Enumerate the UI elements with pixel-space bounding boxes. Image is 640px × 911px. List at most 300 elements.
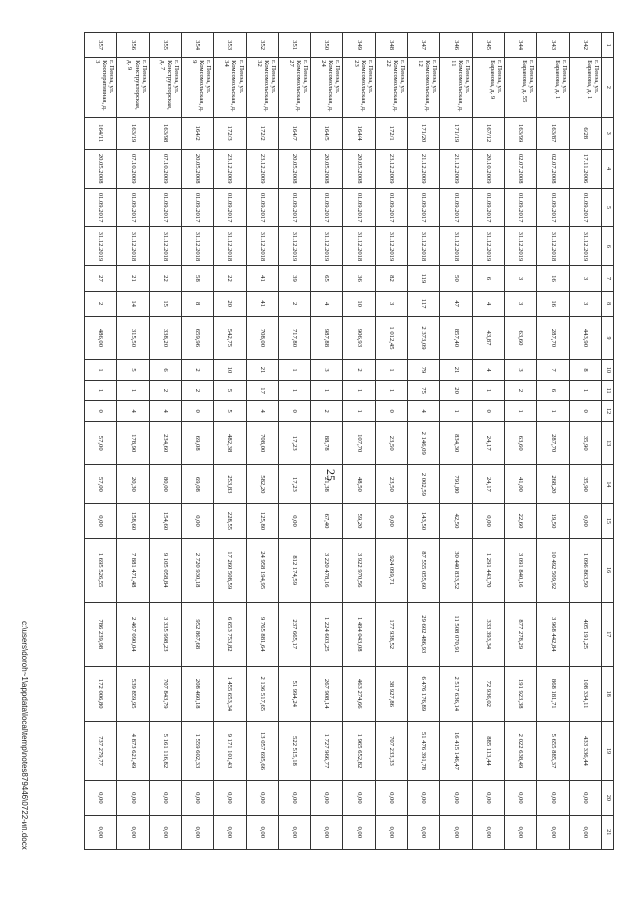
table-cell: 48,50 [343, 465, 375, 504]
table-cell: 0,00 [375, 504, 407, 538]
table-cell: 3 [569, 266, 601, 291]
table-cell: 59,20 [343, 504, 375, 538]
column-header: 19 [602, 721, 614, 781]
column-header: 17 [602, 602, 614, 666]
column-header: 3 [602, 117, 614, 149]
table-cell: 857,40 [440, 316, 472, 359]
table-row [278, 33, 310, 850]
table-cell: 0 [278, 401, 310, 422]
table-cell: 172/3 [214, 117, 246, 149]
table-cell: 1 [117, 380, 149, 401]
table-cell: 38 927,86 [375, 666, 407, 721]
table-cell: 1 012,45 [375, 316, 407, 359]
table-cell: 35,90 [569, 421, 601, 464]
table-cell: 1 494 043,08 [343, 602, 375, 666]
table-cell: 01.09.2017 [440, 188, 472, 227]
table-cell: 69,08 [181, 465, 213, 504]
table-cell: 163/87 [537, 117, 569, 149]
table-cell: 23.12.2009 [214, 149, 246, 188]
table-cell: 333 393,34 [472, 602, 504, 666]
table-cell: 75 [408, 380, 440, 401]
table-cell: 1 727 966,77 [311, 721, 343, 781]
column-number-row [602, 33, 614, 850]
table-cell: 0,00 [278, 815, 310, 849]
table-cell: 01.09.2017 [375, 188, 407, 227]
table-cell: 31.12.2019 [311, 227, 343, 266]
table-cell: 9 105 058,84 [149, 538, 181, 602]
table-cell: 20.05.2008 [311, 149, 343, 188]
table-cell: 20.05.2008 [181, 149, 213, 188]
table-cell: 9 765 881,64 [246, 602, 278, 666]
table-cell: 31.12.2019 [278, 227, 310, 266]
table-cell: 47 [440, 291, 472, 316]
table-cell: 405 191,25 [569, 602, 601, 666]
table-cell: 0,00 [85, 815, 117, 849]
column-header: 10 [602, 360, 614, 381]
table-cell: 172 006,80 [85, 666, 117, 721]
table-cell: 443,90 [569, 316, 601, 359]
table-cell: 0,00 [117, 781, 149, 815]
table-cell: 2 [311, 401, 343, 422]
column-header: 12 [602, 401, 614, 422]
table-cell: 2 022 638,49 [505, 721, 537, 781]
table-cell: 01.09.2017 [311, 188, 343, 227]
table-cell: 164/7 [278, 117, 310, 149]
table-cell: 01.09.2017 [85, 188, 117, 227]
file-path-footer: c:\users\doroh~1\appdata\local\temp\notes879446\0722-ип.docx [20, 621, 29, 850]
table-cell: 10 [214, 360, 246, 381]
table-cell: 1 559 602,33 [181, 721, 213, 781]
table-row [440, 33, 472, 850]
table-cell: 50 [440, 266, 472, 291]
table-cell: 0,00 [472, 781, 504, 815]
table-cell: 1 096 863,50 [569, 538, 601, 602]
table-cell: 0,00 [246, 781, 278, 815]
table-cell: 0,00 [505, 781, 537, 815]
column-header: 16 [602, 538, 614, 602]
table-cell: 58 [181, 266, 213, 291]
table-cell: 22 [149, 266, 181, 291]
table-cell: 01.09.2017 [214, 188, 246, 227]
table-cell: 315,50 [117, 316, 149, 359]
table-cell: 2 [149, 380, 181, 401]
table-cell: 268,20 [537, 465, 569, 504]
table-cell: 72 936,02 [472, 666, 504, 721]
table-cell: 342 [569, 33, 601, 58]
table-cell: 24,17 [472, 465, 504, 504]
table-row [375, 33, 407, 850]
table-cell: 338,20 [149, 316, 181, 359]
table-cell: 20.05.2008 [85, 149, 117, 188]
table-cell: 0 [181, 401, 213, 422]
column-header: 11 [602, 380, 614, 401]
table-cell: 20 [214, 291, 246, 316]
table-cell: 24 958 194,95 [246, 538, 278, 602]
table-cell: 345 [472, 33, 504, 58]
table-cell: 172/2 [246, 117, 278, 149]
table-cell: 1 [278, 380, 310, 401]
table-cell: 31.12.2018 [408, 227, 440, 266]
table-cell: 02.07.2008 [505, 149, 537, 188]
table-cell: 0 [569, 401, 601, 422]
table-cell: 21 [440, 360, 472, 381]
table-cell: 31.12.2018 [440, 227, 472, 266]
table-cell: 21 [117, 266, 149, 291]
address-cell: г. Пенза, ул. Комсомольская, д. 11 [440, 58, 472, 118]
table-cell: 786 239,98 [85, 602, 117, 666]
table-cell: 57,00 [85, 465, 117, 504]
address-cell: г. Пенза, ул. Комсомольская, д. 34 [214, 58, 246, 118]
table-cell: 163/99 [505, 117, 537, 149]
table-cell: 20,30 [117, 465, 149, 504]
table-cell: 01.09.2017 [472, 188, 504, 227]
table-cell: 343 [537, 33, 569, 58]
table-cell: 4 [149, 401, 181, 422]
table-cell: 6 [537, 380, 569, 401]
table-cell: 87 555 055,60 [408, 538, 440, 602]
table-cell: 1 [440, 401, 472, 422]
table-cell: 42,50 [440, 504, 472, 538]
table-cell: 353 [214, 33, 246, 58]
table-cell: 01.09.2017 [149, 188, 181, 227]
table-cell: 01.09.2017 [343, 188, 375, 227]
table-cell: 885 113,44 [472, 721, 504, 781]
table-cell: 15 [149, 291, 181, 316]
table-cell: 158,60 [117, 504, 149, 538]
table-cell: 51 994,24 [278, 666, 310, 721]
table-cell: 4 [472, 360, 504, 381]
table-cell: 344 [505, 33, 537, 58]
column-header: 20 [602, 781, 614, 815]
table-cell: 0,00 [472, 504, 504, 538]
table-cell: 3 [505, 360, 537, 381]
table-cell: 2 [505, 380, 537, 401]
table-cell: 07.10.2009 [149, 149, 181, 188]
table-cell: 23.12.2009 [246, 149, 278, 188]
table-cell: 1 [375, 380, 407, 401]
table-cell: 3 [505, 291, 537, 316]
table-cell: 1 [343, 380, 375, 401]
table-cell: 88,78 [311, 421, 343, 464]
table-cell: 01.09.2017 [408, 188, 440, 227]
table-cell: 4 [472, 291, 504, 316]
table-cell: 36 [343, 266, 375, 291]
address-cell: г. Пенза, ул. Кооперативная, д. 3 [85, 58, 117, 118]
table-cell: 31.12.2018 [181, 227, 213, 266]
table-cell: 0,00 [214, 781, 246, 815]
table-cell: 0,00 [537, 781, 569, 815]
table-cell: 582,20 [246, 465, 278, 504]
table-cell: 20 [440, 380, 472, 401]
table-cell: 23,50 [375, 465, 407, 504]
table-cell: 172/1 [375, 117, 407, 149]
table-cell: 0,00 [311, 815, 343, 849]
page-number: 25 [324, 469, 338, 481]
table-row [537, 33, 569, 850]
table-cell: 16 [537, 291, 569, 316]
table-cell: 27 [85, 266, 117, 291]
table-cell: 163/98 [149, 117, 181, 149]
table-cell: 21.12.2009 [440, 149, 472, 188]
table-cell: 2 467 090,04 [117, 602, 149, 666]
table-cell: 5 655 885,37 [537, 721, 569, 781]
table-cell: 987,88 [311, 316, 343, 359]
table-cell: 107,70 [343, 421, 375, 464]
address-cell: г. Пенза, ул. Баранова, д. 9 [472, 58, 504, 118]
table-cell: 0 [375, 401, 407, 422]
table-cell: 164/5 [311, 117, 343, 149]
table-cell: 57,00 [85, 421, 117, 464]
table-cell: 2 [181, 380, 213, 401]
column-header: 7 [602, 266, 614, 291]
address-cell: г. Пенза, ул. Комсомольская, д. 22 [375, 58, 407, 118]
table-cell: 0,00 [569, 815, 601, 849]
table-cell: 539 859,95 [117, 666, 149, 721]
table-cell: 10 492 509,92 [537, 538, 569, 602]
table-cell: 167/12 [472, 117, 504, 149]
table-cell: 31.12.2019 [472, 227, 504, 266]
table-cell: 177 938,52 [375, 602, 407, 666]
column-header: 6 [602, 227, 614, 266]
table-cell: 0,00 [408, 781, 440, 815]
column-header: 1 [602, 33, 614, 58]
table-cell: 812 174,59 [278, 538, 310, 602]
column-header: 21 [602, 815, 614, 849]
table-cell: 7 [537, 360, 569, 381]
table-cell: 0,00 [343, 815, 375, 849]
table-cell: 348 [375, 33, 407, 58]
table-cell: 3 [569, 291, 601, 316]
table-cell: 208 460,18 [181, 666, 213, 721]
table-cell: 0,00 [440, 781, 472, 815]
table-cell: 2 [278, 291, 310, 316]
table-cell: 01.09.2017 [117, 188, 149, 227]
table-cell: 35,90 [569, 465, 601, 504]
table-cell: 2 517 636,14 [440, 666, 472, 721]
table-cell: 41 [246, 266, 278, 291]
table-cell: 1 [375, 360, 407, 381]
table-cell: 3 968 442,84 [537, 602, 569, 666]
column-header: 13 [602, 421, 614, 464]
table-cell: 0,00 [537, 815, 569, 849]
table-cell: 0,00 [246, 815, 278, 849]
table-cell: 0,00 [181, 504, 213, 538]
table-cell: 0 [85, 401, 117, 422]
table-cell: 164/2 [181, 117, 213, 149]
table-cell: 350 [311, 33, 343, 58]
table-cell: 8 [569, 360, 601, 381]
table-cell: 0,00 [149, 815, 181, 849]
table-cell: 234,60 [149, 421, 181, 464]
table-cell: 20.05.2008 [343, 149, 375, 188]
table-cell: 79 [408, 360, 440, 381]
address-cell: г. Пенза, ул. Баранова, д. 1 [569, 58, 601, 118]
table-cell: 191 923,38 [505, 666, 537, 721]
table-cell: 30 440 833,52 [440, 538, 472, 602]
table-cell: 02.07.2008 [537, 149, 569, 188]
address-cell: г. Пенза, ул. Комсомольская, д. 24 [311, 58, 343, 118]
column-header: 8 [602, 291, 614, 316]
table-cell: 3 922 970,56 [343, 538, 375, 602]
table-cell: 14 [117, 291, 149, 316]
table-row [181, 33, 213, 850]
table-cell: 1 [472, 380, 504, 401]
table-row [117, 33, 149, 850]
resettlement-table [84, 32, 614, 850]
table-cell: 253,83 [214, 465, 246, 504]
table-cell: 791,80 [440, 465, 472, 504]
table-cell: 0,00 [375, 815, 407, 849]
table-cell: 5 [214, 401, 246, 422]
table-cell: 0,00 [85, 504, 117, 538]
column-header: 9 [602, 316, 614, 359]
table-cell: 31.12.2019 [505, 227, 537, 266]
table-cell: 63,60 [505, 316, 537, 359]
table-cell: 01.09.2017 [505, 188, 537, 227]
table-cell: 5 161 116,82 [149, 721, 181, 781]
table-cell: 0,00 [472, 815, 504, 849]
table-cell: 3 [375, 291, 407, 316]
table-cell: 31.12.2018 [214, 227, 246, 266]
address-cell: г. Пенза, ул. Комсомольская, д. 23 [343, 58, 375, 118]
table-cell: 5 [214, 380, 246, 401]
table-cell: 349 [343, 33, 375, 58]
table-cell: 228,55 [214, 504, 246, 538]
table-cell: 17 [246, 380, 278, 401]
table-cell: 868 181,71 [537, 666, 569, 721]
table-cell: 6 [472, 266, 504, 291]
table-cell: 01.09.2017 [181, 188, 213, 227]
table-cell: 69,08 [181, 421, 213, 464]
table-row [472, 33, 504, 850]
table-cell: 23,50 [375, 421, 407, 464]
table-cell: 125,80 [246, 504, 278, 538]
address-cell: г. Пенза, ул. Конструкторская, д. 9 [117, 58, 149, 118]
table-cell: 171/20 [408, 117, 440, 149]
address-cell: г. Пенза, ул. Комсомольская, д. 32 [246, 58, 278, 118]
table-cell: 3 091 840,16 [505, 538, 537, 602]
table-cell: 542,75 [214, 316, 246, 359]
table-cell: 708,00 [246, 316, 278, 359]
table-cell: 287,70 [537, 421, 569, 464]
table-cell: 117 [408, 291, 440, 316]
table-cell: 486,00 [85, 316, 117, 359]
table-cell: 482,38 [214, 421, 246, 464]
table-cell: 346 [440, 33, 472, 58]
table-cell: 0,00 [117, 815, 149, 849]
table-cell: 6 476 176,89 [408, 666, 440, 721]
address-cell: г. Пенза, ул. Комсомольская, д. 27 [278, 58, 310, 118]
table-cell: 0,00 [311, 781, 343, 815]
table-cell: 351 [278, 33, 310, 58]
table-body [85, 33, 602, 850]
table-cell: 164/4 [343, 117, 375, 149]
table-cell: 67,40 [311, 504, 343, 538]
table-cell: 29 602 486,93 [408, 602, 440, 666]
table-cell: 163/19 [117, 117, 149, 149]
table-cell: 1 [505, 401, 537, 422]
table-cell: 659,96 [181, 316, 213, 359]
table-cell: 6/28 [569, 117, 601, 149]
table-cell: 31.12.2018 [246, 227, 278, 266]
table-cell: 2 146,09 [408, 421, 440, 464]
table-cell: 0,00 [278, 504, 310, 538]
table-cell: 0,00 [181, 781, 213, 815]
table-cell: 3 [311, 360, 343, 381]
table-cell: 4 873 621,49 [117, 721, 149, 781]
table-cell: 287,70 [537, 316, 569, 359]
table-cell: 17 260 508,59 [214, 538, 246, 602]
table-cell: 834,30 [440, 421, 472, 464]
table-cell: 877 278,29 [505, 602, 537, 666]
table-cell: 41 [246, 291, 278, 316]
table-cell: 0,00 [181, 815, 213, 849]
table-cell: 07.10.2009 [117, 149, 149, 188]
table-row [214, 33, 246, 850]
table-cell: 17,23 [278, 465, 310, 504]
table-row [569, 33, 601, 850]
table-cell: 31.12.2019 [375, 227, 407, 266]
table-cell: 2 373,09 [408, 316, 440, 359]
table-cell: 19,50 [537, 504, 569, 538]
table-row [408, 33, 440, 850]
table-cell: 65 [311, 266, 343, 291]
table-cell: 178,90 [117, 421, 149, 464]
table-cell: 1 455 653,34 [214, 666, 246, 721]
table-cell: 1 [311, 380, 343, 401]
column-header: 14 [602, 465, 614, 504]
table-cell: 01.09.2017 [569, 188, 601, 227]
table-cell: 31.12.2019 [569, 227, 601, 266]
table-cell: 22,60 [505, 504, 537, 538]
table-cell: 952 867,68 [181, 602, 213, 666]
table-cell: 1 224 603,25 [311, 602, 343, 666]
table-cell: 143,50 [408, 504, 440, 538]
table-cell: 16 [537, 266, 569, 291]
table-cell: 17,23 [278, 421, 310, 464]
table-cell: 0,00 [505, 815, 537, 849]
table-container [84, 32, 614, 850]
table-cell: 80,00 [149, 465, 181, 504]
address-cell: г. Пенза, ул. Баранова, д. 55 [505, 58, 537, 118]
table-cell: 20.05.2008 [278, 149, 310, 188]
table-cell: 171/19 [440, 117, 472, 149]
table-cell: 01.09.2017 [278, 188, 310, 227]
table-cell: 355 [149, 33, 181, 58]
table-cell: 3 335 998,23 [149, 602, 181, 666]
table-cell: 31.12.2018 [537, 227, 569, 266]
table-row [343, 33, 375, 850]
table-cell: 8 [181, 291, 213, 316]
table-cell: 23.12.2009 [375, 149, 407, 188]
table-cell: 164/11 [85, 117, 117, 149]
table-cell: 11 508 070,91 [440, 602, 472, 666]
table-cell: 31.12.2018 [149, 227, 181, 266]
table-cell: 237 665,17 [278, 602, 310, 666]
table-cell: 31.12.2019 [85, 227, 117, 266]
table-cell: 0,00 [569, 781, 601, 815]
table-cell: 737 279,77 [85, 721, 117, 781]
table-cell: 0,00 [278, 781, 310, 815]
table-cell: 0,00 [214, 815, 246, 849]
table-cell: 2 [343, 360, 375, 381]
table-cell: 43,87 [472, 316, 504, 359]
table-cell: 20.10.2009 [472, 149, 504, 188]
table-cell: 906,93 [343, 316, 375, 359]
table-cell: 356 [117, 33, 149, 58]
column-header: 18 [602, 666, 614, 721]
table-cell: 0,00 [85, 781, 117, 815]
